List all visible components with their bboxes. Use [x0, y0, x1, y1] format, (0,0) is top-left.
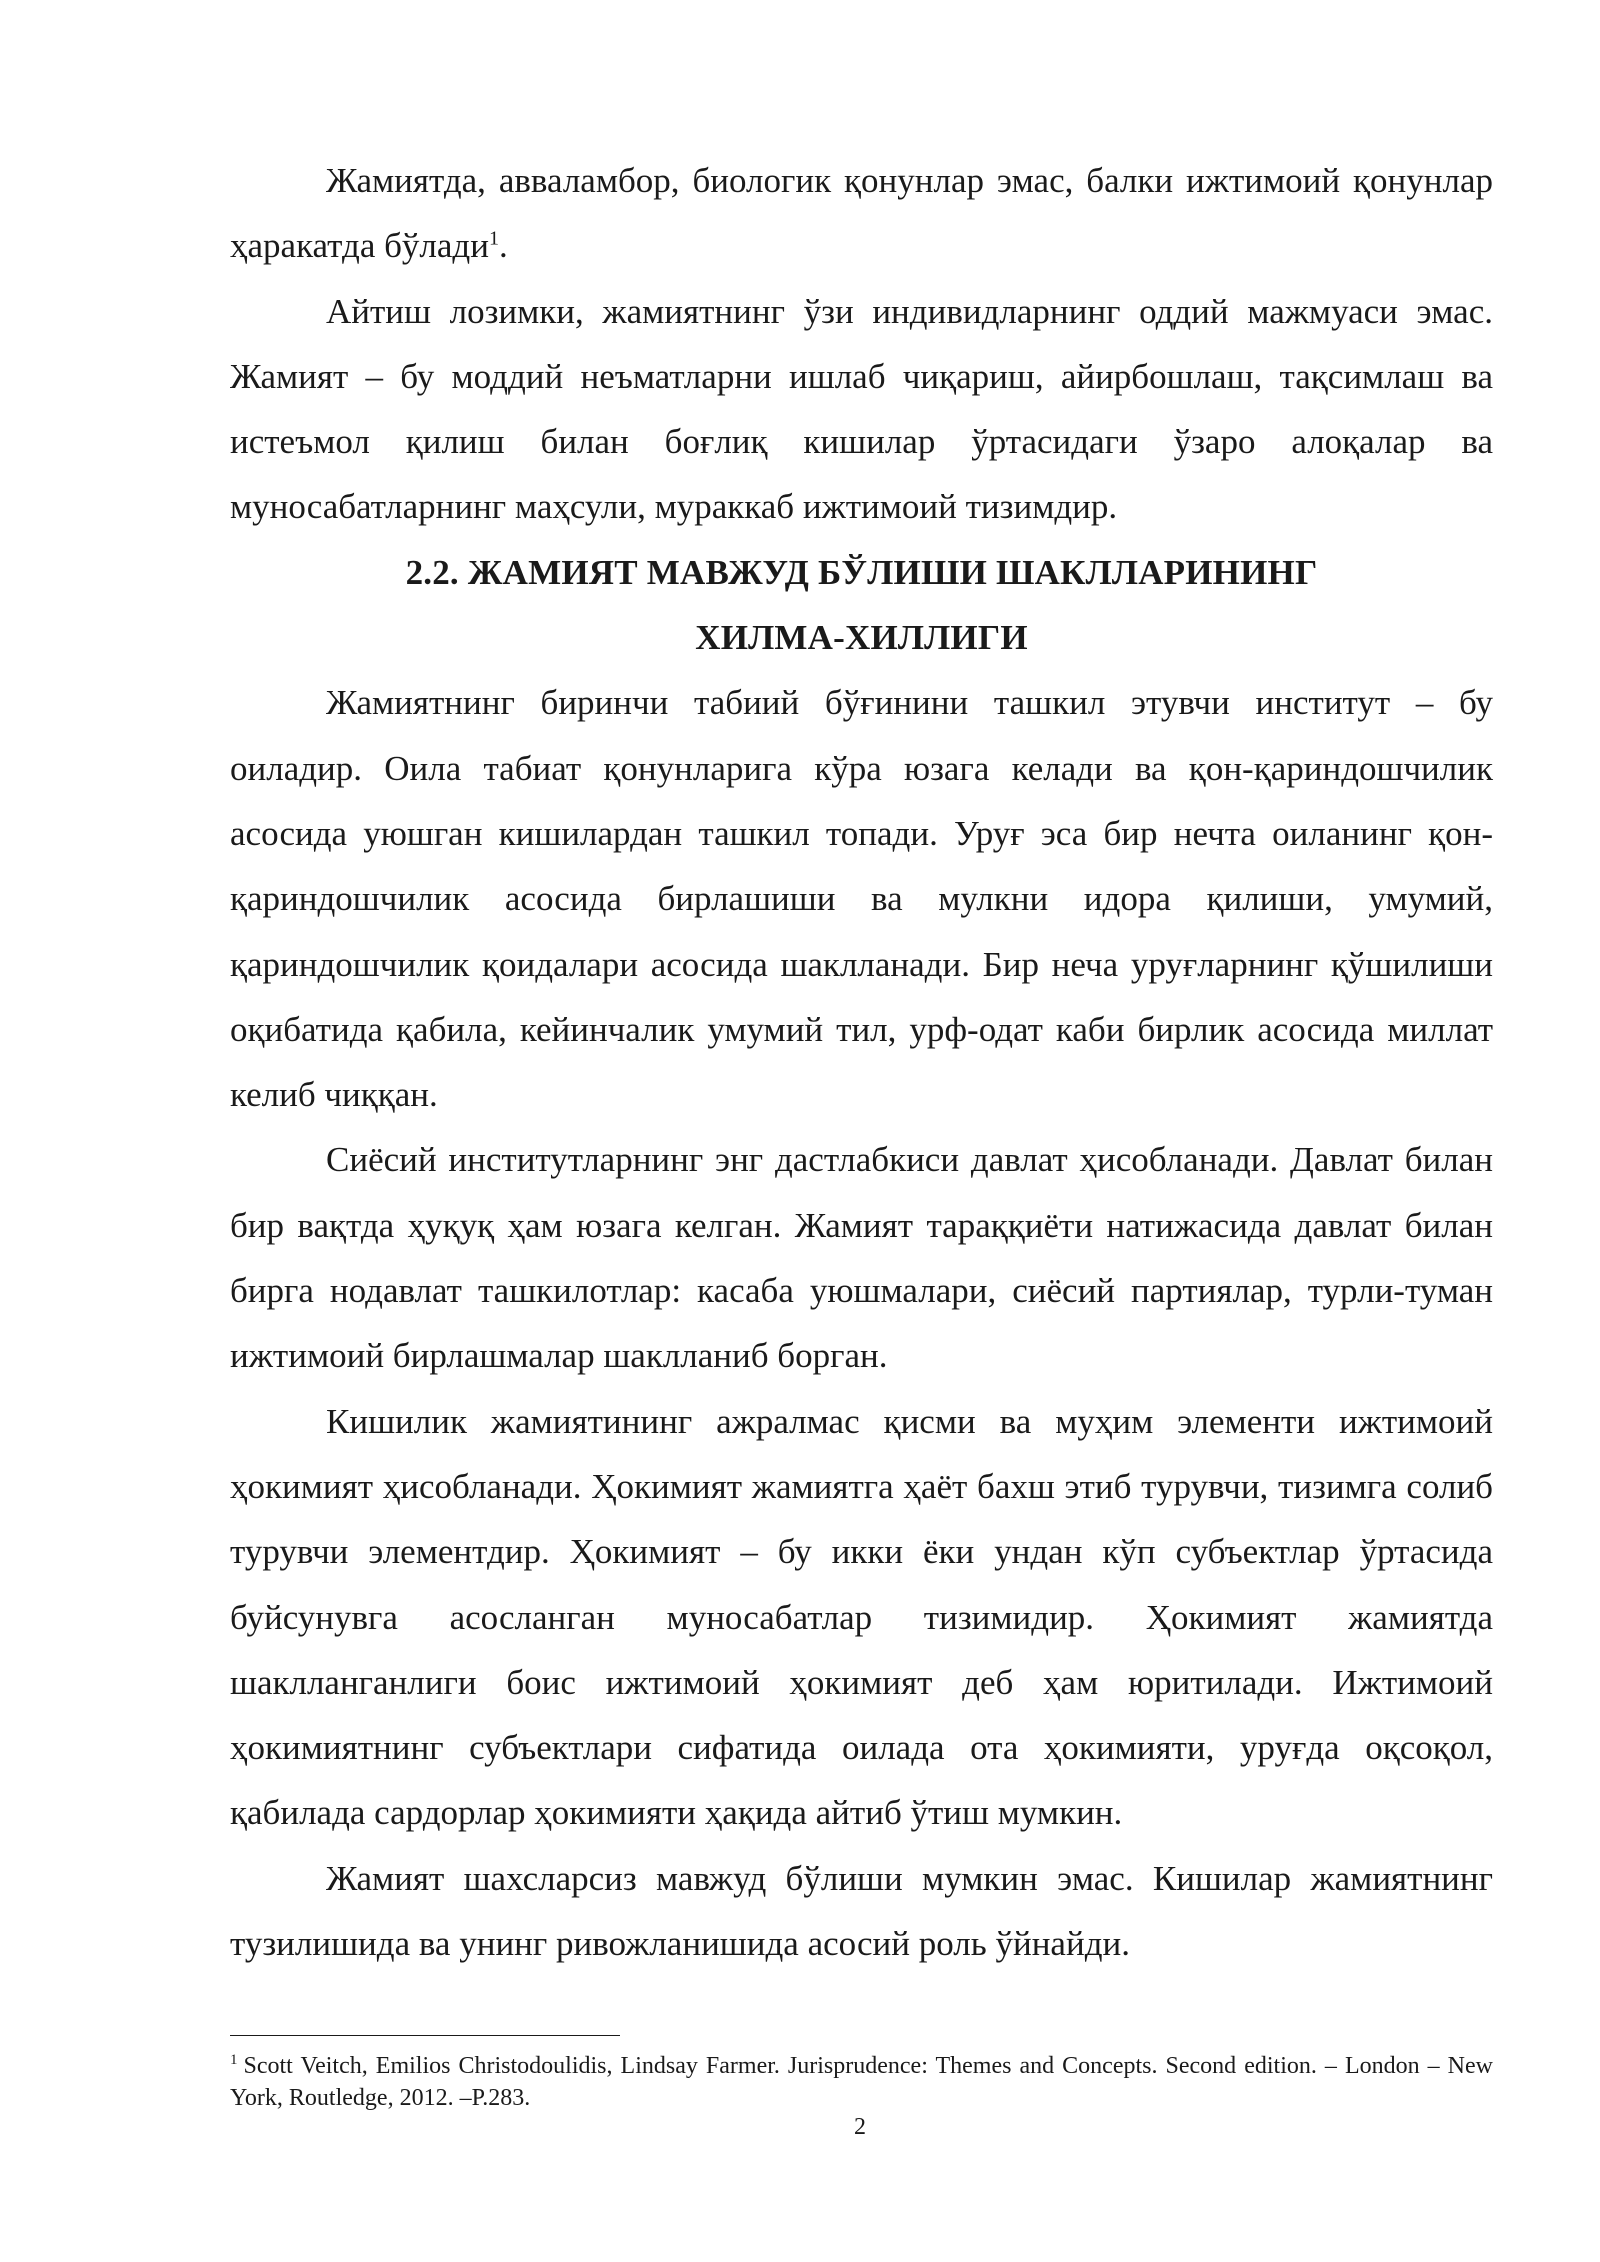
paragraph-6: Жамият шахсларсиз мавжуд бўлиши мумкин эмас. Кишилар жамиятнинг тузилишида ва унинг ривожланишида асосий роль ўйнайди.: [230, 1858, 1493, 1964]
paragraph-5: Кишилик жамиятининг ажралмас қисми ва муҳим элементи ижтимоий ҳокимият ҳисобланади. Ҳокимият жамиятга ҳаёт бахш этиб турувчи, тизимга солиб турувчи элементдир. Ҳокимият – бу икки ёки ундан кўп субъектлар ўртасида буйсунувга асосланган муносабатлар тизимидир. Ҳокимият жамиятда шаклланганлиги боис ижтимоий ҳокимият деб ҳам юритилади. Ижтимоий ҳокимиятнинг субъектлари сифатида оилада ота ҳокимияти, уруғда оқсоқол, қабилада сардорлар ҳокимияти ҳақида айтиб ўтиш мумкин.: [230, 1401, 1493, 1833]
paragraph-1: [230, 148, 1493, 279]
section-heading: [230, 540, 1493, 671]
footnote-ref[interactable]: 1: [488, 227, 499, 250]
section-heading-line-1: 2.2. ЖАМИЯТ МАВЖУД БЎЛИШИ ШАКЛЛАРИНИНГ: [405, 552, 1318, 592]
footnote-separator: [230, 2035, 620, 2036]
page-number: 2: [854, 2114, 866, 2140]
footnote-number: 1: [230, 2052, 238, 2068]
section-heading-line-2: ХИЛМА-ХИЛЛИГИ: [695, 618, 1028, 658]
paragraph-2: Айтиш лозимки, жамиятнинг ўзи индивидларнинг оддий мажмуаси эмас. Жамият – бу моддий неъматларни ишлаб чиқариш, айирбошлаш, тақсимлаш ва истеъмол қилиш билан боғлиқ кишилар ўртасидаги ўзаро алоқалар ва муносабатларнинг маҳсули, мураккаб ижтимоий тизимдир.: [230, 291, 1493, 527]
paragraph-4: Сиёсий институтларнинг энг дастлабкиси давлат ҳисобланади. Давлат билан бир вақтда ҳуқуқ ҳам юзага келган. Жамият тараққиёти натижасида давлат билан бирга нодавлат ташкилотлар: касаба уюшмалари, сиёсий партиялар, турли-туман ижтимоий бирлашмалар шаклланиб борган.: [230, 1140, 1493, 1376]
footnote-text: Scott Veitch, Emilios Christodoulidis, Lindsay Farmer. Jurisprudence: Themes and Concepts. Second edition. – London – New York, Routledge, 2012. –P.283.: [230, 2053, 1493, 2111]
paragraph-1-text: Жамиятда, авваламбор, биологик қонунлар эмас, балки ижтимоий қонунлар ҳаракатда бўлади: [230, 161, 1493, 266]
paragraph-3: Жамиятнинг биринчи табиий бўғинини ташкил этувчи институт – бу оиладир. Оила табиат қонунларига кўра юзага келади ва қон-қариндошчилик асосида уюшган кишилардан ташкил топади. Уруғ эса бир нечта оиланинг қон-қариндошчилик асосида бирлашиши ва мулкни идора қилиши, умумий, қариндошчилик қоидалари асосида шаклланади. Бир неча уруғларнинг қўшилиши оқибатида қабила, кейинчалик умумий тил, урф-одат каби бирлик асосида миллат келиб чиққан.: [230, 683, 1493, 1115]
body-text: [230, 148, 1493, 1976]
footnote: [230, 2050, 1493, 2114]
paragraph-1-tail: .: [498, 226, 508, 266]
